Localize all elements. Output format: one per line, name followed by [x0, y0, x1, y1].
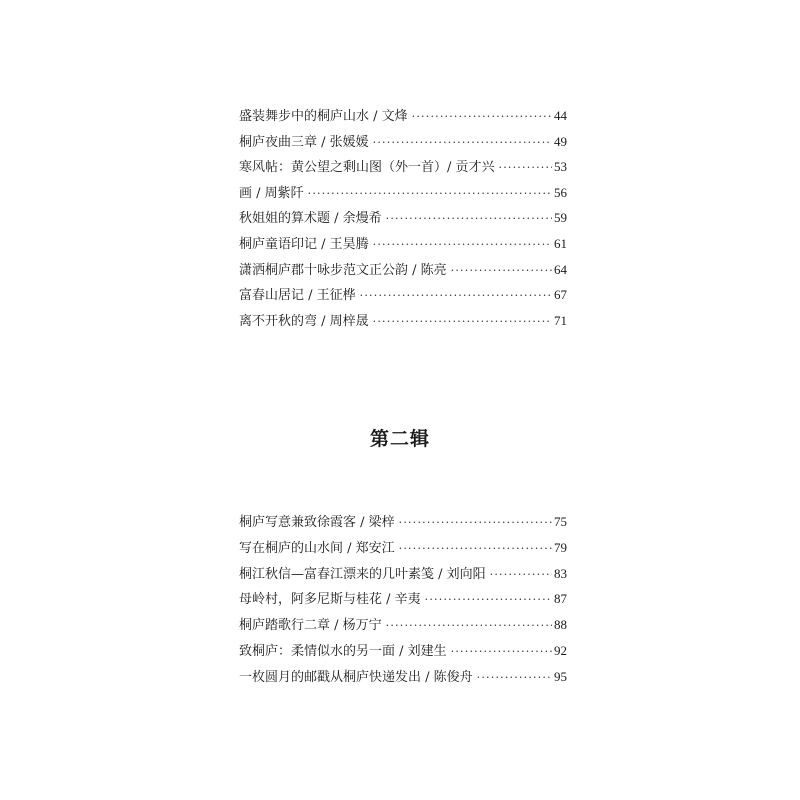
dot-leader: [399, 536, 552, 562]
toc-entry: [239, 154, 567, 180]
entry-page-number: 83: [554, 565, 567, 581]
entry-title: 离不开秋的弯 / 周梓晟: [239, 313, 369, 329]
entry-title: 桐江秋信—富春江漂来的几叶素笺 / 刘向阳: [239, 566, 486, 582]
toc-entry: [239, 561, 567, 587]
toc-entry: [239, 282, 567, 308]
toc-entry: [239, 535, 567, 561]
entry-title: 写在桐庐的山水间 / 郑安江: [239, 540, 395, 556]
entry-page-number: 71: [554, 312, 567, 328]
entry-page-number: 56: [554, 184, 567, 200]
entry-title: 寒风帖：黄公望之剩山图（外一首）/ 贡才兴: [239, 160, 495, 176]
entry-title: 潇洒桐庐郡十咏步范文正公韵 / 陈亮: [239, 262, 447, 278]
dot-leader: [373, 130, 552, 156]
entry-title: 母岭村，阿多尼斯与桂花 / 辛夷: [239, 592, 421, 608]
entry-title: 桐庐写意兼致徐霞客 / 梁梓: [239, 515, 395, 530]
toc-entry: [239, 586, 567, 612]
entry-page-number: 49: [554, 133, 567, 149]
dot-leader: [451, 639, 552, 665]
entry-title: 桐庐夜曲三章 / 张媛媛: [239, 134, 369, 150]
dot-leader: [499, 155, 552, 181]
entry-title: 画 / 周紫阡: [239, 185, 304, 201]
toc-section-2: [239, 509, 567, 690]
entry-page-number: 79: [554, 539, 567, 555]
dot-leader: [451, 258, 552, 284]
entry-page-number: 87: [554, 591, 567, 607]
entry-page-number: 61: [554, 235, 567, 251]
dot-leader: [477, 665, 552, 691]
toc-entry: [239, 638, 567, 664]
toc-entry: [239, 257, 567, 283]
entry-title: 桐庐童语印记 / 王昊腾: [239, 236, 369, 252]
toc-entry: [239, 205, 567, 231]
entry-title: 秋姐姐的算术题 / 余熳希: [239, 211, 382, 227]
entry-page-number: 59: [554, 210, 567, 226]
entry-page-number: 64: [554, 261, 567, 277]
entry-title: 一枚圆月的邮戳从桐庐快递发出 / 陈俊舟: [239, 669, 473, 685]
entry-title: 盛装舞步中的桐庐山水 / 文烽: [239, 109, 408, 124]
entry-page-number: 67: [554, 287, 567, 303]
dot-leader: [373, 309, 552, 335]
toc-entry: [239, 664, 567, 690]
dot-leader: [412, 104, 552, 130]
toc-entry: [239, 129, 567, 155]
toc-entry: [239, 612, 567, 638]
entry-page-number: 95: [554, 668, 567, 684]
dot-leader: [399, 510, 552, 536]
toc-entry: [239, 231, 567, 257]
dot-leader: [386, 613, 552, 639]
entry-page-number: 92: [554, 642, 567, 658]
dot-leader: [490, 562, 552, 588]
entry-page-number: 53: [554, 159, 567, 175]
entry-title: 致桐庐：柔情似水的另一面 / 刘建生: [239, 643, 447, 659]
toc-entry: [239, 180, 567, 206]
toc-entry: [239, 103, 567, 129]
entry-page-number: 75: [554, 514, 567, 529]
toc-entry: [239, 509, 567, 535]
toc-section-1: [239, 103, 567, 333]
dot-leader: [308, 181, 552, 207]
dot-leader: [425, 587, 552, 613]
dot-leader: [386, 206, 552, 232]
dot-leader: [360, 283, 552, 309]
entry-page-number: 88: [554, 617, 567, 633]
entry-title: 桐庐踏歌行二章 / 杨万宁: [239, 618, 382, 634]
dot-leader: [373, 232, 552, 258]
section-heading: 第二辑: [369, 428, 430, 450]
entry-title: 富春山居记 / 王征桦: [239, 288, 356, 304]
toc-entry: [239, 308, 567, 334]
entry-page-number: 44: [554, 108, 567, 123]
